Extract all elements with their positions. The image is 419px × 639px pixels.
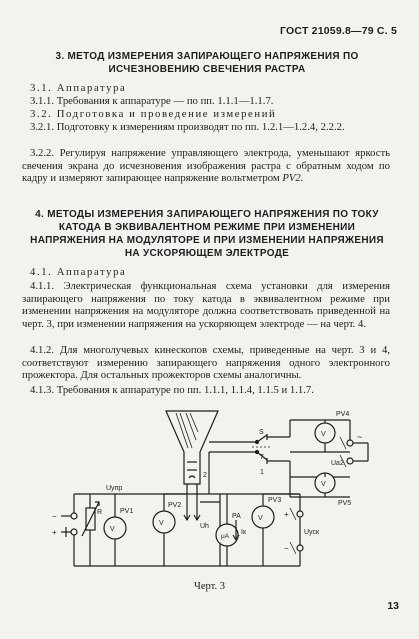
para-3-2-1: 3.2.1. Подготовку к измерениям производят по пп. 1.2.1—1.2.4, 2.2.2. — [30, 121, 345, 133]
para-3-2-2-text: 3.2.2. Регулируя напряжение управляющего электрода, уменьшают яркость свечения экрана до исчезновения изображения растра с обратным ходом по кадру и измеряют запирающее напряжение вольтметром — [22, 147, 390, 185]
pa-symbol: μA — [221, 533, 230, 540]
electrode-2-label: 2 — [203, 472, 207, 479]
pv1-symbol: V — [110, 526, 115, 533]
i-k-label: Iк — [241, 529, 247, 536]
switch-pos-1: 1 — [260, 469, 264, 476]
para-3-1: 3.1. Аппаратура — [30, 82, 127, 94]
para-4-1-1: 4.1.1. Электрическая функциональная схема установки для измерения запирающего напряжения по току катода в эквивалентном режиме при изменении напряжения на модуляторе должна соответствовать приведенной на черт. 3, при изменении напряжения на ускоряющем электроде — на черт. 4. — [22, 280, 390, 330]
u-h-label: Uh — [200, 523, 209, 530]
figure-caption: Черт. 3 — [194, 581, 225, 592]
pv2-label: PV2 — [168, 502, 182, 509]
para-3-1-1: 3.1.1. Требования к аппаратуре — по пп. 1.1.1—1.1.7. — [30, 95, 274, 107]
pv2-symbol: V — [159, 520, 164, 527]
r-label: R — [97, 509, 103, 516]
section-4-title: 4. МЕТОДЫ ИЗМЕРЕНИЯ ЗАПИРАЮЩЕГО НАПРЯЖЕНИЯ ПО ТОКУ КАТОДА В ЭКВИВАЛЕНТНОМ РЕЖИМЕ ПРИ ИЗМЕНЕНИИ НАПРЯЖЕНИЯ НА МОДУЛЯТОРЕ И ПРИ ИЗМЕНЕНИИ НАПРЯЖЕНИЯ НА УСКОРЯЮЩЕМ ЭЛЕКТРОДЕ — [30, 209, 384, 259]
terminals-u-usk — [290, 508, 303, 554]
switch-pos-7: 7 — [260, 454, 264, 461]
para-3-2-2-pv2: PV2. — [282, 172, 304, 185]
u-upr-label: Uупр — [106, 485, 123, 492]
voltmeter-pv4 — [290, 420, 350, 452]
pv4-label: PV4 — [336, 411, 350, 418]
u-a2-label: Ua2 — [331, 460, 344, 467]
para-4-1-3: 4.1.3. Требования к аппаратуре по пп. 1.1.1, 1.1.4, 1.1.5 и 1.1.7. — [30, 384, 314, 396]
voltmeter-pv1 — [104, 494, 126, 566]
para-3-2: 3.2. Подготовка и проведение измерений — [30, 108, 277, 120]
pv3-label: PV3 — [268, 497, 282, 504]
para-4-1: 4.1. Аппаратура — [30, 266, 127, 278]
plus-sign-left: + — [52, 528, 57, 537]
resistor-r — [82, 494, 99, 566]
minus-sign-left: − — [52, 512, 57, 521]
page-header: ГОСТ 21059.8—79 С. 5 — [280, 25, 397, 37]
pv5-label: PV5 — [338, 500, 352, 507]
u-usk-label: Uуск — [304, 529, 320, 536]
page-number: 13 — [387, 600, 399, 612]
section-3-title: 3. МЕТОД ИЗМЕРЕНИЯ ЗАПИРАЮЩЕГО НАПРЯЖЕНИЯ ПО ИСЧЕЗНОВЕНИЮ СВЕЧЕНИЯ РАСТРА — [55, 51, 359, 75]
crt-tube — [166, 411, 218, 484]
pa-label: PA — [232, 513, 241, 520]
voltmeter-pv3 — [252, 494, 300, 566]
input-terminals — [61, 494, 77, 537]
pv5-symbol: V — [321, 481, 326, 488]
plus-sign-right: + — [284, 510, 289, 519]
pv3-symbol: V — [258, 515, 263, 522]
pv1-label: PV1 — [120, 508, 134, 515]
s-label: S — [259, 429, 264, 436]
pv4-symbol: V — [321, 431, 326, 438]
para-4-1-2: 4.1.2. Для многолучевых кинескопов схемы, приведенные на черт. 3 и 4, соответствуют измерению запирающего напряжения одного электронного прожектора. Для остальных прожекторов схемы аналогичны. — [22, 344, 390, 382]
tilde-sign: ~ — [357, 432, 363, 442]
switch-s — [209, 434, 290, 494]
minus-sign-right: − — [284, 544, 289, 553]
